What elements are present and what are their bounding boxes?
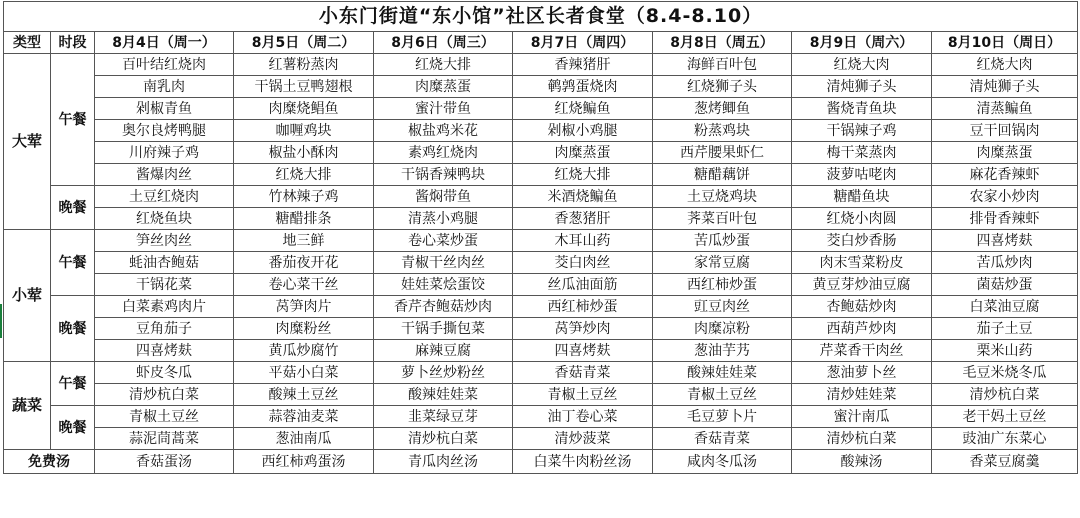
- menu-body: [4, 2, 1078, 474]
- dish-cell: 鹌鹑蛋烧肉: [513, 76, 653, 98]
- menu-row: [4, 164, 1078, 186]
- dish-cell: 椒盐小酥肉: [234, 142, 374, 164]
- dish-cell: 剁椒青鱼: [95, 98, 234, 120]
- menu-row: [4, 98, 1078, 120]
- dish-cell: 黄瓜炒腐竹: [234, 340, 374, 362]
- dish-cell: 番茄夜开花: [234, 252, 374, 274]
- dish-cell: 黄豆芽炒油豆腐: [792, 274, 932, 296]
- dish-cell: 葱油芋艿: [653, 340, 792, 362]
- dish-cell: 酱焖带鱼: [374, 186, 513, 208]
- dish-cell: 木耳山药: [513, 230, 653, 252]
- dish-cell: 素鸡红烧肉: [374, 142, 513, 164]
- dish-cell: 椒盐鸡米花: [374, 120, 513, 142]
- free-soup-label: 免费汤: [4, 450, 95, 474]
- dish-cell: 肉糜蒸蛋: [513, 142, 653, 164]
- dish-cell: 老干妈土豆丝: [932, 406, 1078, 428]
- day-header: 8月10日（周日）: [932, 32, 1078, 54]
- soup-cell: 西红柿鸡蛋汤: [234, 450, 374, 474]
- menu-row: [4, 230, 1078, 252]
- dish-cell: 酱爆肉丝: [95, 164, 234, 186]
- dish-cell: 咖喱鸡块: [234, 120, 374, 142]
- dish-cell: 西葫芦炒肉: [792, 318, 932, 340]
- day-header: 8月8日（周五）: [653, 32, 792, 54]
- day-header: 8月9日（周六）: [792, 32, 932, 54]
- dish-cell: 红烧鱼块: [95, 208, 234, 230]
- soup-cell: 咸肉冬瓜汤: [653, 450, 792, 474]
- dish-cell: 干锅花菜: [95, 274, 234, 296]
- header-row: [4, 32, 1078, 54]
- dish-cell: 蜜汁带鱼: [374, 98, 513, 120]
- dish-cell: 莴笋肉片: [234, 296, 374, 318]
- menu-row: [4, 252, 1078, 274]
- meal-label: 午餐: [51, 54, 95, 186]
- dish-cell: 栗米山药: [932, 340, 1078, 362]
- menu-row: [4, 76, 1078, 98]
- dish-cell: 茭白肉丝: [513, 252, 653, 274]
- dish-cell: 红烧狮子头: [653, 76, 792, 98]
- menu-row: [4, 274, 1078, 296]
- day-header: 8月4日（周一）: [95, 32, 234, 54]
- dish-cell: 排骨香辣虾: [932, 208, 1078, 230]
- dish-cell: 竹林辣子鸡: [234, 186, 374, 208]
- dish-cell: 四喜烤麸: [95, 340, 234, 362]
- dish-cell: 平菇小白菜: [234, 362, 374, 384]
- dish-cell: 豇豆肉丝: [653, 296, 792, 318]
- soup-cell: 香菇蛋汤: [95, 450, 234, 474]
- type-header: 类型: [4, 32, 51, 54]
- dish-cell: 豆干回锅肉: [932, 120, 1078, 142]
- dish-cell: 清炒杭白菜: [374, 428, 513, 450]
- dish-cell: 红烧大排: [374, 54, 513, 76]
- dish-cell: 肉末雪菜粉皮: [792, 252, 932, 274]
- left-edge-marker: [0, 304, 2, 338]
- dish-cell: 农家小炒肉: [932, 186, 1078, 208]
- menu-row: [4, 54, 1078, 76]
- category-label: 大荤: [4, 54, 51, 230]
- menu-row: [4, 340, 1078, 362]
- category-label: 小荤: [4, 230, 51, 362]
- dish-cell: 蜜汁南瓜: [792, 406, 932, 428]
- dish-cell: 香菇青菜: [653, 428, 792, 450]
- dish-cell: 米酒烧鳊鱼: [513, 186, 653, 208]
- title-row: [4, 2, 1078, 32]
- dish-cell: 清蒸小鸡腿: [374, 208, 513, 230]
- dish-cell: 土豆红烧肉: [95, 186, 234, 208]
- dish-cell: 干锅土豆鸭翅根: [234, 76, 374, 98]
- category-label: 蔬菜: [4, 362, 51, 450]
- dish-cell: 红烧鳊鱼: [513, 98, 653, 120]
- soup-cell: 香菜豆腐羹: [932, 450, 1078, 474]
- dish-cell: 酸辣土豆丝: [234, 384, 374, 406]
- meal-label: 午餐: [51, 230, 95, 296]
- dish-cell: 海鲜百叶包: [653, 54, 792, 76]
- dish-cell: 苦瓜炒肉: [932, 252, 1078, 274]
- dish-cell: 韭菜绿豆芽: [374, 406, 513, 428]
- dish-cell: 葱烤鲫鱼: [653, 98, 792, 120]
- dish-cell: 青椒干丝肉丝: [374, 252, 513, 274]
- dish-cell: 葱油南瓜: [234, 428, 374, 450]
- menu-table: [3, 1, 1078, 474]
- dish-cell: 红烧大排: [513, 164, 653, 186]
- dish-cell: 茄子土豆: [932, 318, 1078, 340]
- dish-cell: 地三鲜: [234, 230, 374, 252]
- dish-cell: 青椒土豆丝: [95, 406, 234, 428]
- dish-cell: 油丁卷心菜: [513, 406, 653, 428]
- dish-cell: 四喜烤麸: [513, 340, 653, 362]
- dish-cell: 青椒土豆丝: [513, 384, 653, 406]
- menu-row: [4, 208, 1078, 230]
- dish-cell: 家常豆腐: [653, 252, 792, 274]
- dish-cell: 萝卜丝炒粉丝: [374, 362, 513, 384]
- dish-cell: 剁椒小鸡腿: [513, 120, 653, 142]
- dish-cell: 酸辣娃娃菜: [374, 384, 513, 406]
- dish-cell: 西红柿炒蛋: [513, 296, 653, 318]
- dish-cell: 肉糜蒸蛋: [932, 142, 1078, 164]
- dish-cell: 干锅辣子鸡: [792, 120, 932, 142]
- dish-cell: 干锅香辣鸭块: [374, 164, 513, 186]
- dish-cell: 蚝油杏鲍菇: [95, 252, 234, 274]
- dish-cell: 豉油广东菜心: [932, 428, 1078, 450]
- dish-cell: 红烧大肉: [932, 54, 1078, 76]
- dish-cell: 清炖狮子头: [792, 76, 932, 98]
- dish-cell: 百叶结红烧肉: [95, 54, 234, 76]
- dish-cell: 红薯粉蒸肉: [234, 54, 374, 76]
- dish-cell: 红烧大排: [234, 164, 374, 186]
- dish-cell: 粉蒸鸡块: [653, 120, 792, 142]
- dish-cell: 白菜油豆腐: [932, 296, 1078, 318]
- menu-row: [4, 120, 1078, 142]
- day-header: 8月6日（周三）: [374, 32, 513, 54]
- dish-cell: 肉糜凉粉: [653, 318, 792, 340]
- dish-cell: 奥尔良烤鸭腿: [95, 120, 234, 142]
- dish-cell: 肉糜烧鲳鱼: [234, 98, 374, 120]
- dish-cell: 葱油萝卜丝: [792, 362, 932, 384]
- free-soup-row: [4, 450, 1078, 474]
- dish-cell: 香菇青菜: [513, 362, 653, 384]
- soup-cell: 白菜牛肉粉丝汤: [513, 450, 653, 474]
- dish-cell: 清炒杭白菜: [932, 384, 1078, 406]
- dish-cell: 杏鲍菇炒肉: [792, 296, 932, 318]
- dish-cell: 菌菇炒蛋: [932, 274, 1078, 296]
- dish-cell: 白菜素鸡肉片: [95, 296, 234, 318]
- menu-row: [4, 428, 1078, 450]
- dish-cell: 红烧小肉圆: [792, 208, 932, 230]
- menu-row: [4, 296, 1078, 318]
- dish-cell: 肉糜蒸蛋: [374, 76, 513, 98]
- day-header: 8月7日（周四）: [513, 32, 653, 54]
- dish-cell: 香芹杏鲍菇炒肉: [374, 296, 513, 318]
- dish-cell: 蒜蓉油麦菜: [234, 406, 374, 428]
- dish-cell: 笋丝肉丝: [95, 230, 234, 252]
- dish-cell: 清炒杭白菜: [95, 384, 234, 406]
- meal-label: 晚餐: [51, 296, 95, 362]
- dish-cell: 清炖狮子头: [932, 76, 1078, 98]
- dish-cell: 丝瓜油面筋: [513, 274, 653, 296]
- menu-row: [4, 362, 1078, 384]
- meal-label: 午餐: [51, 362, 95, 406]
- dish-cell: 酸辣娃娃菜: [653, 362, 792, 384]
- dish-cell: 青椒土豆丝: [653, 384, 792, 406]
- dish-cell: 芹菜香干肉丝: [792, 340, 932, 362]
- menu-row: [4, 142, 1078, 164]
- day-header: 8月5日（周二）: [234, 32, 374, 54]
- dish-cell: 糖醋排条: [234, 208, 374, 230]
- dish-cell: 清炒娃娃菜: [792, 384, 932, 406]
- dish-cell: 卷心菜炒蛋: [374, 230, 513, 252]
- dish-cell: 酱烧青鱼块: [792, 98, 932, 120]
- dish-cell: 菠萝咕咾肉: [792, 164, 932, 186]
- dish-cell: 肉糜粉丝: [234, 318, 374, 340]
- dish-cell: 毛豆萝卜片: [653, 406, 792, 428]
- dish-cell: 干锅手撕包菜: [374, 318, 513, 340]
- dish-cell: 四喜烤麸: [932, 230, 1078, 252]
- dish-cell: 红烧大肉: [792, 54, 932, 76]
- dish-cell: 卷心菜干丝: [234, 274, 374, 296]
- dish-cell: 清蒸鳊鱼: [932, 98, 1078, 120]
- dish-cell: 南乳肉: [95, 76, 234, 98]
- soup-cell: 酸辣汤: [792, 450, 932, 474]
- dish-cell: 茭白炒香肠: [792, 230, 932, 252]
- dish-cell: 清炒菠菜: [513, 428, 653, 450]
- meal-label: 晚餐: [51, 406, 95, 450]
- dish-cell: 荠菜百叶包: [653, 208, 792, 230]
- dish-cell: 豆角茄子: [95, 318, 234, 340]
- dish-cell: 川府辣子鸡: [95, 142, 234, 164]
- dish-cell: 西红柿炒蛋: [653, 274, 792, 296]
- dish-cell: 西芹腰果虾仁: [653, 142, 792, 164]
- dish-cell: 土豆烧鸡块: [653, 186, 792, 208]
- menu-row: [4, 186, 1078, 208]
- dish-cell: 香辣猪肝: [513, 54, 653, 76]
- slot-header: 时段: [51, 32, 95, 54]
- dish-cell: 糖醋鱼块: [792, 186, 932, 208]
- menu-row: [4, 406, 1078, 428]
- dish-cell: 毛豆米烧冬瓜: [932, 362, 1078, 384]
- dish-cell: 娃娃菜烩蛋饺: [374, 274, 513, 296]
- dish-cell: 苦瓜炒蛋: [653, 230, 792, 252]
- meal-label: 晚餐: [51, 186, 95, 230]
- dish-cell: 莴笋炒肉: [513, 318, 653, 340]
- dish-cell: 麻花香辣虾: [932, 164, 1078, 186]
- menu-row: [4, 384, 1078, 406]
- page-title: 小东门街道“东小馆”社区长者食堂（8.4-8.10）: [4, 2, 1078, 32]
- soup-cell: 青瓜肉丝汤: [374, 450, 513, 474]
- dish-cell: 虾皮冬瓜: [95, 362, 234, 384]
- dish-cell: 蒜泥茼蒿菜: [95, 428, 234, 450]
- dish-cell: 香葱猪肝: [513, 208, 653, 230]
- menu-row: [4, 318, 1078, 340]
- dish-cell: 糖醋藕饼: [653, 164, 792, 186]
- dish-cell: 清炒杭白菜: [792, 428, 932, 450]
- dish-cell: 梅干菜蒸肉: [792, 142, 932, 164]
- dish-cell: 麻辣豆腐: [374, 340, 513, 362]
